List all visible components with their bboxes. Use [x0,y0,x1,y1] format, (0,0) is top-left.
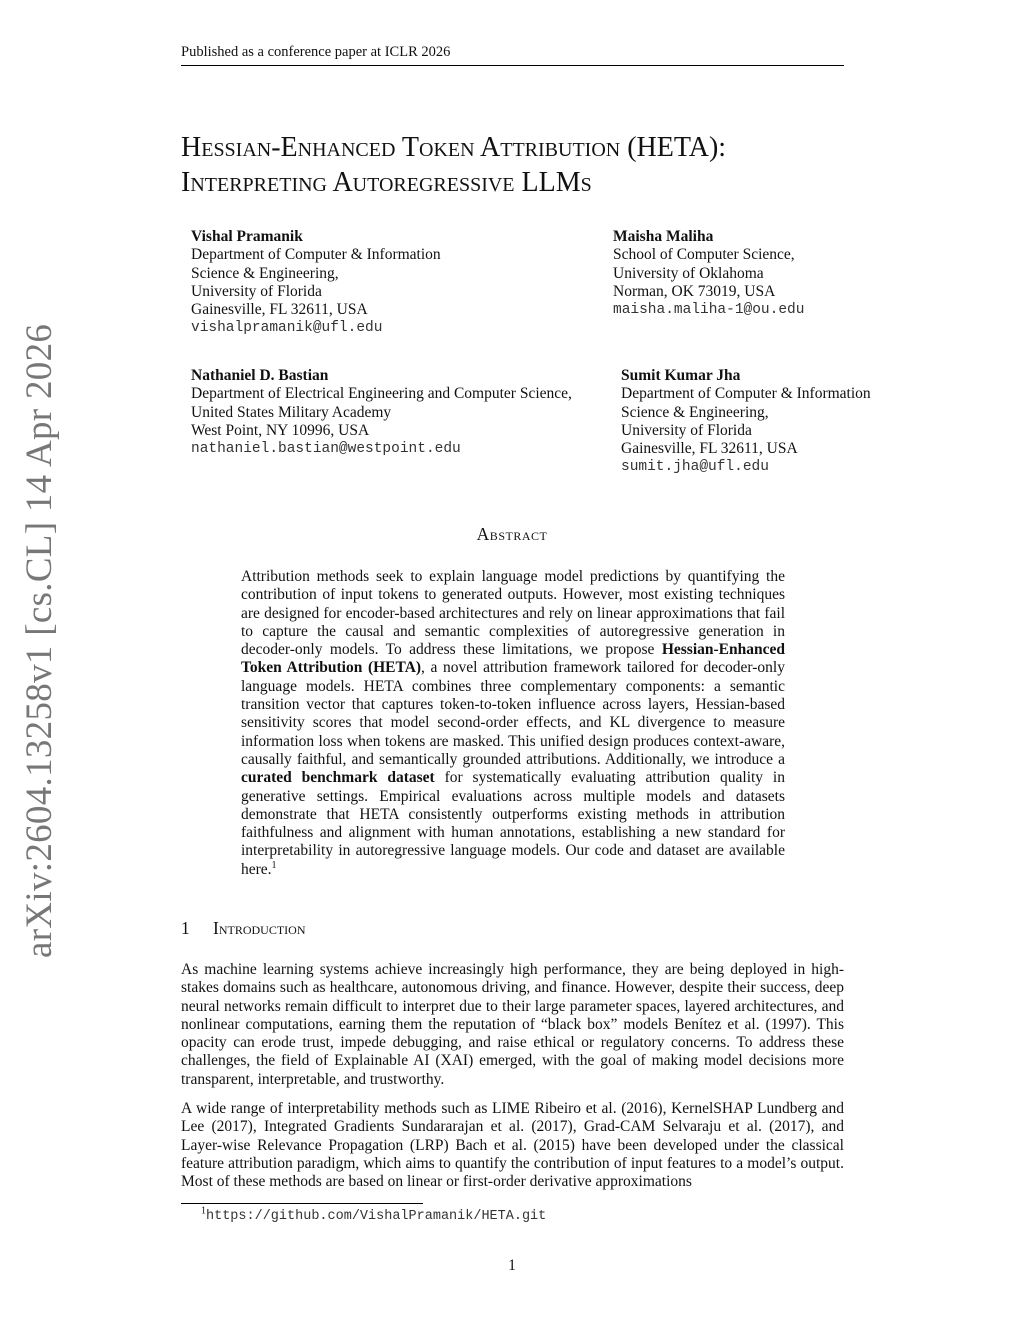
footnote [201,1205,547,1224]
author-affiliation: Science & Engineering, [191,264,339,282]
author-name: Maisha Maliha [613,228,714,245]
author-name: Sumit Kumar Jha [621,367,741,384]
paper-title [181,130,881,200]
author-affiliation: University of Florida [191,282,322,300]
abstract-bold-term: curated benchmark dataset [241,769,435,787]
author-affiliation: Science & Engineering, [621,403,769,421]
author-block [621,367,871,477]
author-email[interactable]: maisha.maliha-1@ou.edu [613,302,805,319]
author-email[interactable]: nathaniel.bastian@westpoint.edu [191,441,461,458]
page-number: 1 [508,1257,516,1274]
abstract-text: Attribution methods seek to explain language model predictions by quantifying the contribution of input tokens to generated outputs. However, most existing techniques are designed for encoder-based architectures and rely on linear approximations that fail to capture the causal and semantic complexities of autoregressive generation in decoder-only models. To address these limitations, we propose [241,568,785,659]
author-affiliation: Department of Computer & Information [191,246,441,264]
title-line-1: Hessian-Enhanced Token Attribution (HETA): [181,132,727,163]
author-block [191,228,441,338]
author-affiliation: Department of Electrical Engineering and Computer Science, [191,385,572,403]
author-affiliation: West Point, NY 10996, USA [191,421,370,439]
body-paragraph: As machine learning systems achieve increasingly high performance, they are being deployed in high-stakes domains such as healthcare, autonomous driving, and finance. However, despite their success, deep neural networks remain difficult to interpret due to their large parameter spaces, layered architectures, and nonlinear computations, earning them the reputation of “black box” models Benítez et al. (1997). This opacity can erode trust, impede debugging, and raise ethical or regulatory concerns. To address these challenges, the field of Explainable AI (XAI) emerged, with the goal of making model decisions more transparent, interpretable, and trustworthy. [181,961,844,1088]
footnote-rule [181,1203,423,1204]
author-name: Vishal Pramanik [191,228,303,245]
arxiv-identifier[interactable]: arXiv:2604.13258v1 [cs.CL] 14 Apr 2026 [19,323,60,958]
body-paragraph: A wide range of interpretability methods such as LIME Ribeiro et al. (2016), KernelSHAP Lundberg and Lee (2017), Integrated Gradients Sundararajan et al. (2017), Grad-CAM Selvaraju et al. (2017), and Layer-wise Relevance Propagation (LRP) Bach et al. (2015) have been developed under the classical feature attribution paradigm, which aims to quantify the contribution of input features to a model’s output. Most of these methods are based on linear or first-order derivative approximations [181,1100,844,1191]
abstract-text: , a novel attribution framework tailored for decoder-only language models. HETA combines three complementary components: a semantic transition vector that captures token-to-token influence across layers, Hessian-based sensitivity scores that model second-order effects, and KL divergence to measure information loss when tokens are masked. This unified design produces context-aware, causally faithful, and semantically grounded attributions. Additionally, we introduce a [241,659,785,768]
running-head: Published as a conference paper at ICLR 2026 [181,44,844,66]
title-line-2: Interpreting Autoregressive LLMs [181,167,592,198]
author-affiliation: University of Florida [621,421,752,439]
author-email[interactable]: sumit.jha@ufl.edu [621,459,769,476]
section-number: 1 [181,918,190,938]
author-affiliation: United States Military Academy [191,403,392,421]
abstract-body [241,568,785,879]
author-affiliation: School of Computer Science, [613,246,795,264]
footnote-mark[interactable]: 1 [271,859,277,871]
author-affiliation: Department of Computer & Information [621,385,871,403]
author-affiliation: University of Oklahoma [613,264,764,282]
author-affiliation: Gainesville, FL 32611, USA [191,301,368,319]
footnote-url[interactable]: https://github.com/VishalPramanik/HETA.git [206,1209,547,1224]
author-name: Nathaniel D. Bastian [191,367,329,384]
footnote-mark: 1 [201,1205,206,1217]
author-email[interactable]: vishalpramanik@ufl.edu [191,320,383,337]
abstract-bold-term: Hessian-Enhanced Token Attribution (HETA) [241,641,785,677]
author-block [613,228,804,319]
abstract-heading: Abstract [476,524,548,544]
author-block [191,367,572,458]
author-affiliation: Norman, OK 73019, USA [613,282,776,300]
section-title: Introduction [213,918,306,938]
author-affiliation: Gainesville, FL 32611, USA [621,440,798,458]
abstract-text: for systematically evaluating attribution quality in generative settings. Empirical evaluations across multiple models and datasets demonstrate that HETA consistently outperforms existing methods in attribution faithfulness and alignment with human annotations, establishing a new standard for interpretability in autoregressive language models. Our code and dataset are available here. [241,769,785,878]
section-heading [181,918,306,939]
